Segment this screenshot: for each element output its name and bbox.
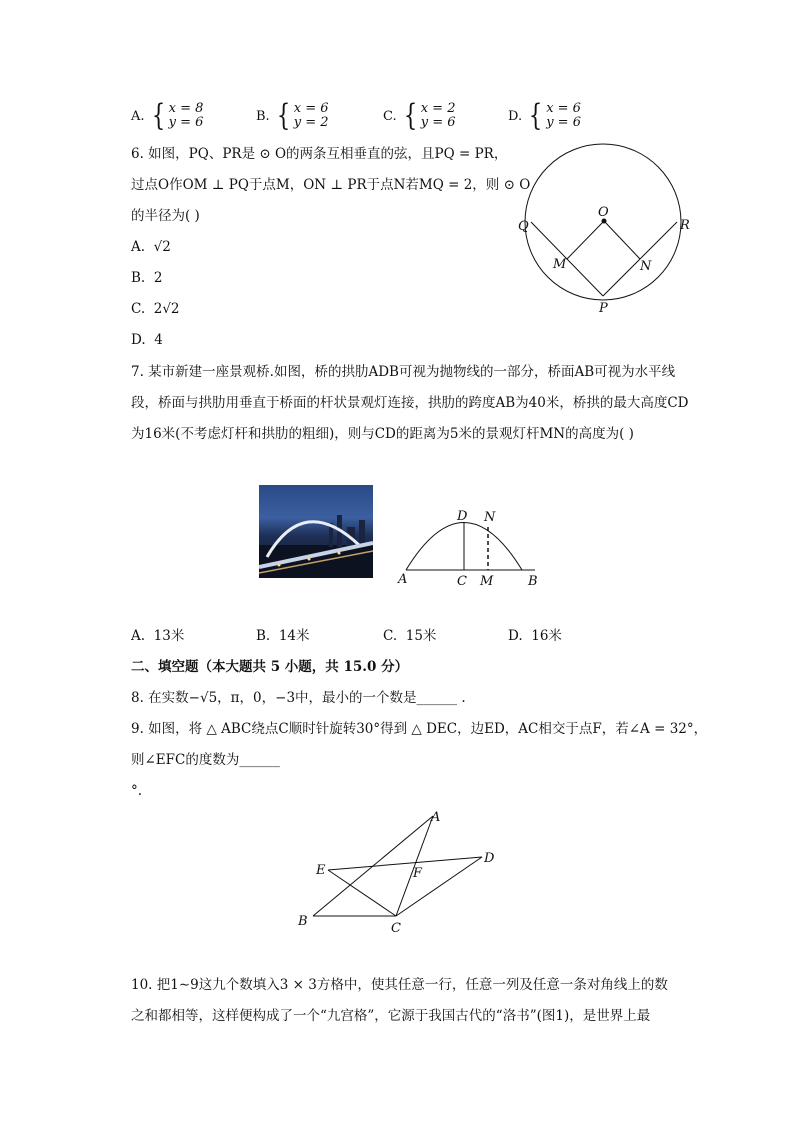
q6-line3: 的半径为( )	[131, 208, 200, 224]
label-d: D	[484, 851, 495, 866]
q7-option-a: A. 13米	[131, 628, 185, 644]
q5-option-a-label: A.	[131, 108, 145, 124]
q5-option-b-label: B.	[256, 108, 270, 124]
brace-icon: {	[403, 98, 417, 133]
q9-line3: °.	[131, 783, 143, 799]
q6-option-a: A. √2	[131, 239, 171, 255]
q8-line: 8. 在实数−√5，π，0，−3中，最小的一个数是______ .	[131, 690, 466, 706]
q5-option-c-label: C.	[383, 108, 397, 124]
q6-option-c: C. 2√2	[131, 301, 180, 317]
segment-om	[567, 221, 604, 259]
q5-a-eq1: x = 8	[168, 101, 204, 116]
q5-option-c	[383, 98, 456, 133]
q10-line2: 之和都相等，这样便构成了一个“九宫格”，它源于我国古代的“洛书”(图1)，是世界上最	[131, 1008, 651, 1024]
label-e: E	[316, 863, 326, 878]
q5-a-eq2: y = 6	[168, 115, 204, 130]
q7-line1: 7. 某市新建一座景观桥.如图，桥的拱肋ADB可视为抛物线的一部分，桥面AB可视为水平线	[131, 364, 676, 380]
bridge-photo	[259, 485, 373, 578]
q5-b-eq2: y = 2	[293, 115, 329, 130]
q6-option-d: D. 4	[131, 332, 163, 348]
segment-ec	[328, 870, 396, 916]
label-b: B	[298, 914, 308, 929]
label-a: A	[431, 810, 441, 825]
q7-option-d: D. 16米	[508, 628, 562, 644]
q5-b-eq1: x = 6	[293, 101, 329, 116]
label-n: N	[640, 259, 652, 274]
label-o: O	[598, 205, 609, 220]
q9-line1: 9. 如图，将 △ ABC绕点C顺时针旋转30°得到 △ DEC，边ED，AC相交于点F，若∠A = 32°，	[131, 721, 708, 737]
q5-option-a	[131, 98, 204, 133]
q7-line2: 段，桥面与拱肋用垂直于桥面的杆状景观灯连接，拱肋的跨度AB为40米，桥拱的最大高度CD	[131, 395, 689, 411]
brace-icon: {	[151, 98, 165, 133]
q7-parabola-figure	[395, 505, 545, 590]
label-p: P	[599, 301, 608, 316]
q5-option-d	[508, 98, 581, 133]
q10-line1: 10. 把1∼9这九个数填入3 × 3方格中，使其任意一行，任意一列及任意一条对角线上的数	[131, 977, 668, 993]
label-q: Q	[518, 219, 529, 234]
q9-rotation-figure	[295, 808, 505, 938]
label-a: A	[398, 572, 408, 587]
segment-ed	[328, 857, 482, 870]
label-c: C	[391, 921, 401, 936]
q7-option-c: C. 15米	[383, 628, 437, 644]
q5-option-b	[256, 98, 329, 133]
q6-line2: 过点O作OM ⊥ PQ于点M，ON ⊥ PR于点N若MQ = 2，则 ⊙ O	[131, 177, 531, 193]
label-d: D	[457, 509, 468, 524]
q5-d-eq2: y = 6	[546, 115, 581, 130]
q5-d-eq1: x = 6	[546, 101, 581, 116]
label-f: F	[413, 866, 423, 881]
label-r: R	[680, 218, 690, 233]
q7-line3: 为16米(不考虑灯杆和拱肋的粗细)，则与CD的距离为5米的景观灯杆MN的高度为( )	[131, 426, 634, 442]
label-m: M	[480, 574, 494, 589]
q6-option-b: B. 2	[131, 270, 163, 286]
label-m: M	[553, 257, 567, 272]
label-n: N	[484, 510, 496, 525]
segment-dc	[396, 857, 482, 916]
q5-c-eq2: y = 6	[420, 115, 456, 130]
label-b: B	[528, 574, 538, 589]
q5-option-d-label: D.	[508, 108, 523, 124]
q7-option-b: B. 14米	[256, 628, 310, 644]
q9-line2: 则∠EFC的度数为______	[131, 752, 280, 768]
q5-c-eq1: x = 2	[420, 101, 456, 116]
brace-icon: {	[276, 98, 290, 133]
q6-circle-figure	[505, 142, 695, 322]
section-heading: 二、填空题（本大题共 5 小题，共 15.0 分）	[131, 659, 409, 675]
segment-on	[604, 221, 640, 259]
brace-icon: {	[528, 98, 543, 133]
bridge-photo-drawing	[259, 485, 373, 578]
label-c: C	[457, 574, 467, 589]
q6-line1: 6. 如图，PQ、PR是 ⊙ O的两条互相垂直的弦，且PQ = PR，	[131, 146, 508, 162]
